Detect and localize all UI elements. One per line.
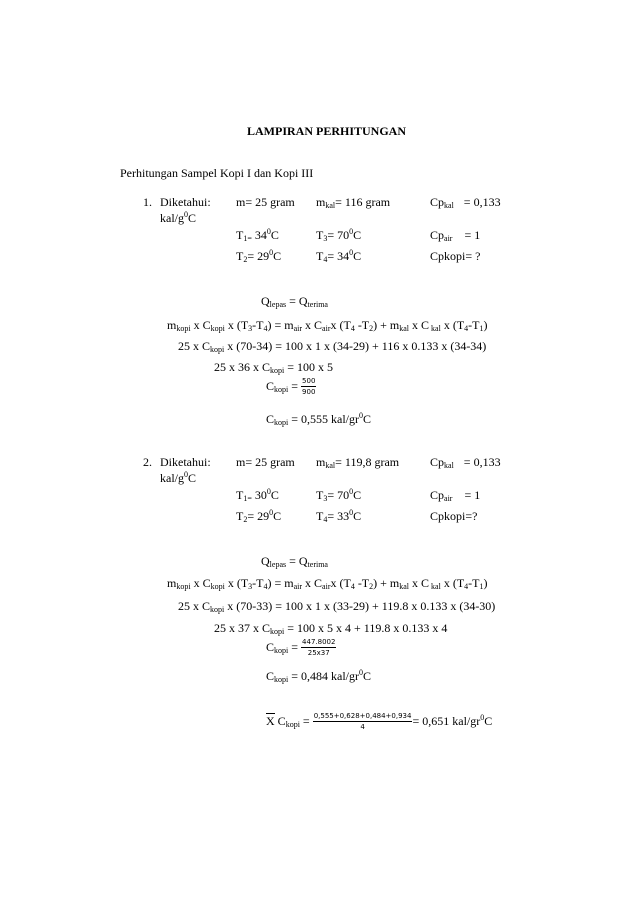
- sample-1-cpkopi: Cpkopi= ?: [430, 249, 481, 263]
- sample-1-equation-substituted: 25 x $C_{kopi}$ x (70-34) = 100 x 1 x (34-29) + 116 x 0.133 x (34-34): [178, 339, 487, 354]
- sample-1-mass: m= 25 gram: [236, 195, 295, 209]
- sample-2-equation-simplified: 25 x 37 x $C_{kopi} = 100$ x 5 x 4 + 119.8 x 0.133 x 4: [214, 621, 448, 636]
- fraction: $\frac{500}{900}$: [302, 377, 316, 396]
- fraction: $\frac{447.8002}{25x37}$: [302, 638, 336, 657]
- sample-1-t2: $T_2= 29^0C$: [236, 248, 282, 264]
- sample-2-equation-general: $m_{kopi}$ x $C_{kopi}$ x $(T_3-T_4) = m_{air}$ x $C_{air}x$ ($T_4$ $-T_2) + m_{kal}$ x C $_{kal}$ x $(T_4-T_1)$: [167, 576, 488, 591]
- sample-2-heat-balance: $Q_{lepas} = Q_{terima}$: [261, 554, 328, 569]
- sample-2-result: $C_{kopi} = 0,484$ kal/$gr^0C$: [266, 668, 372, 684]
- sample-1-result: $C_{kopi} = 0,555$ kal/$gr^0C$: [266, 411, 372, 427]
- sample-1-equation-simplified: 25 x 36 x $C_{kopi} = 100$ x 5: [214, 360, 334, 375]
- sample-1-fraction: $C_{kopi}$ = $\frac{500}{900}$: [266, 377, 316, 396]
- sample-2-equation-substituted: 25 x $C_{kopi}$ x (70-33) = 100 x 1 x (33-29) + 119.8 x 0.133 x (34-30): [178, 599, 496, 614]
- sample-1-cp-kal: $Cp_{kal} = 0,133$: [430, 195, 501, 210]
- sample-1-t3: $T_3= 70^0C$: [316, 227, 362, 243]
- sample-1-unit: kal/$g^0C$: [160, 210, 197, 225]
- sample-1-heat-balance: $Q_{lepas} = Q_{terima}$: [261, 294, 328, 309]
- sample-1-equation-general: $m_{kopi}$ x $C_{kopi}$ x $(T_3-T_4) = m_{air}$ x $C_{air}x$ ($T_4$ $-T_2) + m_{kal}$ x C $_{kal}$ x $(T_4-T_1)$: [167, 318, 488, 333]
- sample-2-t2: $T_2= 29^0C$: [236, 508, 282, 524]
- sample-2-t4: $T_4= 33^0C$: [316, 508, 362, 524]
- sample-2-cpkopi: Cpkopi=?: [430, 509, 478, 523]
- sample-2-diketahui: Diketahui:: [160, 455, 211, 469]
- average-fraction: $\frac{0,555+0,628+0,484+0,934}{4}$: [313, 712, 412, 731]
- sample-2-fraction: $C_{kopi}$ = $\frac{447.8002}{25x37}$: [266, 638, 336, 657]
- page-title: LAMPIRAN PERHITUNGAN: [247, 124, 406, 138]
- average-x-bar: X: [266, 713, 275, 728]
- sample-1-mass-kal: $m_{kal}= 116$ gram: [316, 195, 391, 210]
- sample-2-number: 2.: [143, 455, 152, 469]
- sample-2-cp-kal: $Cp_{kal} = 0,133$: [430, 455, 501, 470]
- sample-2-mass-kal: $m_{kal}= 119,8$ gram: [316, 455, 400, 470]
- average-result: X $C_{kopi}$ = $\frac{0,555+0,628+0,484+0,934}{4}$ = 0,651 kal/$gr^0C$: [266, 712, 493, 731]
- sample-2-t1: $T_{1=}$ $30^0C$: [236, 487, 279, 503]
- sample-1-cp-air: $Cp_{air} = 1$: [430, 228, 481, 243]
- sample-2-mass: m= 25 gram: [236, 455, 295, 469]
- sample-2-unit: kal/$g^0C$: [160, 470, 197, 485]
- sample-1-diketahui: Diketahui:: [160, 195, 211, 209]
- sample-1-t4: $T_4= 34^0C$: [316, 248, 362, 264]
- sample-1-t1: $T_{1=}$ $34^0C$: [236, 227, 279, 243]
- intro-text: Perhitungan Sampel Kopi I dan Kopi III: [120, 166, 314, 180]
- sample-1-number: 1.: [143, 195, 152, 209]
- sample-2-t3: $T_3= 70^0C$: [316, 487, 362, 503]
- sample-2-cp-air: $Cp_{air} = 1$: [430, 488, 481, 503]
